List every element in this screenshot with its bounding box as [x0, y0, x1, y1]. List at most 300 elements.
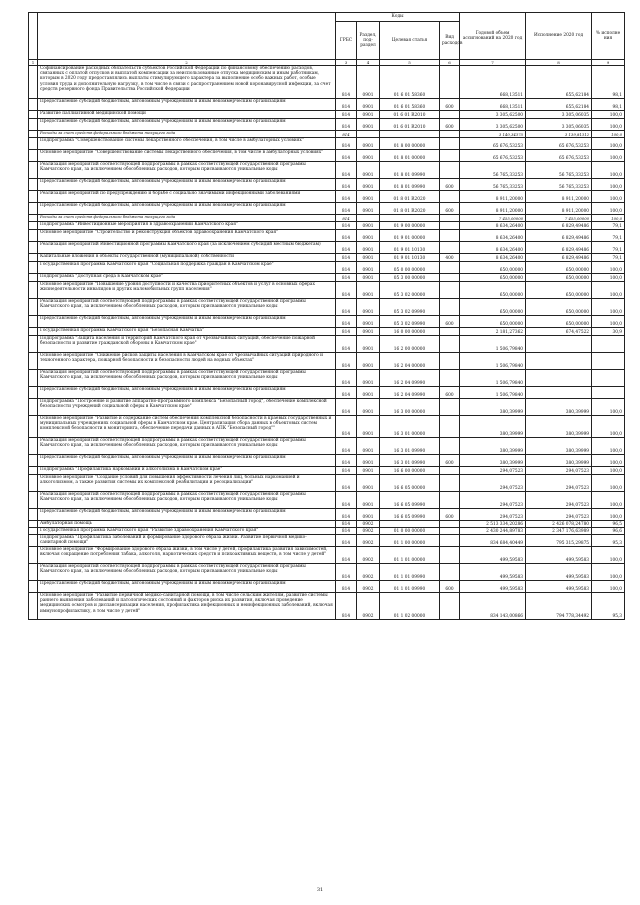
cell-name: Предоставление субсидий бюджетным, автономным учреждениям и иным некоммерческим организациям — [38, 316, 336, 328]
header-name-cell — [38, 13, 336, 60]
cell-g: 814 — [336, 150, 357, 162]
cell-name: Капитальные вложения в объекты государственной (муниципальной) собственности — [38, 254, 336, 262]
cell-t: 01 9 01 10130 — [380, 254, 440, 262]
cell-name: Государственная программа Камчатского края "Развитие здравоохранения Камчатского края" — [38, 528, 336, 535]
cell-n — [29, 203, 38, 215]
cell-g: 814 — [336, 282, 357, 299]
cell-p: 100,0 — [592, 299, 625, 316]
cell-n — [29, 328, 38, 336]
cell-s: 0901 — [357, 66, 380, 99]
page-number: 31 — [316, 887, 324, 893]
cell-n — [29, 336, 38, 353]
cell-g: 814 — [336, 535, 357, 547]
cell-g: 814 — [336, 316, 357, 328]
cell-e: 2 426 078,24780 — [526, 521, 592, 528]
cell-name: Реализация мероприятий соответствующей подпрограммы в рамках соответствующей государственной программы Камчатского края, за исключением обособленных расходов, которым присваиваются уникальные коды — [38, 370, 336, 387]
cell-s: 0901 — [357, 150, 380, 162]
cell-e: 56 765,33253 — [526, 179, 592, 191]
cell-n — [29, 262, 38, 274]
header-section: Раздел, под-раздел — [357, 22, 380, 60]
table-row — [29, 328, 625, 336]
table-row — [29, 150, 625, 162]
cell-a: 3 305,62500 — [460, 111, 526, 119]
cell-n — [29, 547, 38, 564]
cell-g: 814 — [336, 99, 357, 111]
table-row — [29, 399, 625, 416]
cell-a: 3 305,62500 — [460, 119, 526, 131]
cell-v — [440, 230, 460, 242]
cell-p: 100,0 — [592, 492, 625, 509]
cell-t: 01 1 00 00000 — [380, 535, 440, 547]
cell-v: 600 — [440, 119, 460, 131]
table-row — [29, 387, 625, 399]
cell-g: 814 — [336, 416, 357, 438]
cell-a: 8 634,26400 — [460, 222, 526, 230]
cell-name: Подпрограмма "Инвестиционные мероприятия в здравоохранении Камчатского края" — [38, 222, 336, 230]
cell-n — [29, 455, 38, 467]
cell-s: 0901 — [357, 111, 380, 119]
cell-e: 380,39999 — [526, 438, 592, 455]
cell-n — [29, 119, 38, 131]
cell-v — [440, 150, 460, 162]
cell-n — [29, 509, 38, 521]
cell-v: 600 — [440, 99, 460, 111]
cell-s: 0902 — [357, 564, 380, 581]
cell-p — [592, 370, 625, 387]
cell-n — [29, 111, 38, 119]
col-num: 7 — [460, 60, 526, 66]
cell-s: 0901 — [357, 138, 380, 150]
cell-v: 600 — [440, 203, 460, 215]
cell-v — [440, 138, 460, 150]
cell-t: 16 6 05 09990 — [380, 492, 440, 509]
col-num: 1 — [29, 60, 38, 66]
cell-t: 01 8 00 00000 — [380, 138, 440, 150]
header-annual: Годовой объем ассигнований на 2020 год — [460, 13, 526, 60]
table-row — [29, 528, 625, 535]
cell-n — [29, 535, 38, 547]
cell-n — [29, 387, 38, 399]
cell-g: 814 — [336, 162, 357, 179]
cell-v — [440, 521, 460, 528]
cell-t: 01 9 00 00000 — [380, 222, 440, 230]
table-row — [29, 111, 625, 119]
cell-t: 01 8 01 R2020 — [380, 191, 440, 203]
cell-v — [440, 262, 460, 274]
cell-a: 65 676,53253 — [460, 138, 526, 150]
cell-v — [440, 328, 460, 336]
cell-s: 0901 — [357, 179, 380, 191]
cell-p: 100,0 — [592, 191, 625, 203]
cell-t: 01 6 01 R2010 — [380, 111, 440, 119]
cell-v — [440, 274, 460, 282]
cell-v — [440, 535, 460, 547]
cell-n — [29, 475, 38, 492]
cell-s: 0901 — [357, 262, 380, 274]
cell-s: 0901 — [357, 191, 380, 203]
cell-a: 56 765,33253 — [460, 179, 526, 191]
cell-t: 16 2 04 09990 — [380, 370, 440, 387]
cell-g: 814 — [336, 593, 357, 620]
cell-p — [592, 336, 625, 353]
cell-e: 56 765,33253 — [526, 162, 592, 179]
cell-t: 16 3 01 09990 — [380, 438, 440, 455]
cell-e: 655,62184 — [526, 66, 592, 99]
cell-name: Реализация мероприятий соответствующей подпрограммы в рамках соответствующей государственной программы Камчатского края, за исключением обособленных расходов, которым присваиваются уникальные коды — [38, 438, 336, 455]
cell-t: 01 9 01 10130 — [380, 242, 440, 254]
cell-s: 0901 — [357, 328, 380, 336]
cell-name: Расходы за счет средств федерального бюджета текущего года — [38, 131, 336, 138]
cell-e: 650,00000 — [526, 282, 592, 299]
cell-name: Основное мероприятие "Развитие первичной медико-санитарной помощи, в том числе сельским жителям, развитие системы раннего выявления заболеваний и патологических состояний и факторов риска их развития, включая проведение медицинских осмотров и диспансеризации населения, профилактика инфекционных и неинфекционных заболеваний, включая иммунопрофилактику, в том числе у детей" — [38, 593, 336, 620]
cell-e: 650,00000 — [526, 274, 592, 282]
cell-g: 814 — [336, 438, 357, 455]
table-row — [29, 66, 625, 99]
cell-n — [29, 521, 38, 528]
cell-name: Основное мероприятие "Строительство и реконструкция объектов здравоохранения Камчатского края" — [38, 230, 336, 242]
cell-name: Предоставление субсидий бюджетным, автономным учреждениям и иным некоммерческим организациям — [38, 581, 336, 593]
cell-p: 100,0 — [592, 262, 625, 274]
cell-t: 01 8 01 00000 — [380, 150, 440, 162]
cell-name: Основное мероприятие "Повышение уровня доступности и качества приоритетных объектов и услуг в основных сферах жизнедеятельности инвалидов и других маломобильных групп населения" — [38, 282, 336, 299]
cell-v — [440, 111, 460, 119]
cell-t: 01 6 01 R2010 — [380, 119, 440, 131]
cell-t: 16 6 05 09990 — [380, 509, 440, 521]
cell-e: 294,07523 — [526, 467, 592, 475]
cell-n — [29, 230, 38, 242]
cell-s: 0902 — [357, 528, 380, 535]
cell-v — [440, 242, 460, 254]
cell-g: 814 — [336, 370, 357, 387]
table-row — [29, 230, 625, 242]
cell-v — [440, 399, 460, 416]
header-target: Целевая статья — [380, 22, 440, 60]
cell-a: 650,00000 — [460, 282, 526, 299]
cell-t: 01 6 01 58360 — [380, 99, 440, 111]
cell-p: 79,1 — [592, 222, 625, 230]
col-num: 8 — [526, 60, 592, 66]
cell-a: 834 684,40449 — [460, 535, 526, 547]
cell-p: 79,1 — [592, 254, 625, 262]
cell-g: 814 — [336, 215, 357, 222]
cell-n — [29, 492, 38, 509]
cell-n — [29, 370, 38, 387]
cell-n — [29, 191, 38, 203]
table-row — [29, 593, 625, 620]
cell-p: 100,0 — [592, 179, 625, 191]
cell-name: Подпрограмма "Доступная среда в Камчатском крае" — [38, 274, 336, 282]
cell-e: 380,39999 — [526, 399, 592, 416]
cell-v: 600 — [440, 581, 460, 593]
cell-e: 6 829,49486 — [526, 242, 592, 254]
cell-v — [440, 528, 460, 535]
cell-p: 79,1 — [592, 242, 625, 254]
cell-e: 3 139,81312 — [526, 131, 592, 138]
cell-s: 0901 — [357, 336, 380, 353]
cell-e: 294,07523 — [526, 492, 592, 509]
table-row — [29, 467, 625, 475]
cell-p: 100,0 — [592, 547, 625, 564]
cell-s: 0902 — [357, 593, 380, 620]
cell-n — [29, 528, 38, 535]
cell-p: 100,0 — [592, 475, 625, 492]
cell-t — [380, 131, 440, 138]
cell-s: 0901 — [357, 387, 380, 399]
cell-s: 0901 — [357, 416, 380, 438]
cell-e: 499,59583 — [526, 564, 592, 581]
cell-t: 05 3 02 00000 — [380, 282, 440, 299]
cell-n — [29, 593, 38, 620]
cell-s: 0901 — [357, 119, 380, 131]
cell-e: 65 676,53253 — [526, 150, 592, 162]
cell-e: 294,07523 — [526, 509, 592, 521]
cell-v — [440, 467, 460, 475]
cell-name: Подпрограмма "Профилактика заболеваний и формирование здорового образа жизни. Развитие первичной медико-санитарной помощи" — [38, 535, 336, 547]
cell-e: 650,00000 — [526, 262, 592, 274]
cell-e: 3 305,06035 — [526, 111, 592, 119]
cell-t: 01 1 01 09990 — [380, 564, 440, 581]
cell-p: 100,0 — [592, 111, 625, 119]
cell-name: Предоставление субсидий бюджетным, автономным учреждениям и иным некоммерческим организациям — [38, 203, 336, 215]
cell-t: 16 3 01 09990 — [380, 455, 440, 467]
cell-p: 96,5 — [592, 521, 625, 528]
cell-e: 499,59583 — [526, 581, 592, 593]
cell-g: 814 — [336, 509, 357, 521]
cell-s: 0901 — [357, 316, 380, 328]
table-row — [29, 492, 625, 509]
cell-g: 814 — [336, 328, 357, 336]
cell-s: 0901 — [357, 254, 380, 262]
table-row — [29, 316, 625, 328]
cell-p: 100,0 — [592, 416, 625, 438]
cell-a: 1 506,79840 — [460, 370, 526, 387]
cell-s: 0902 — [357, 521, 380, 528]
cell-g: 814 — [336, 581, 357, 593]
cell-s: 0901 — [357, 455, 380, 467]
cell-name: Развитие паллиативной медицинской помощи — [38, 111, 336, 119]
cell-a: 8 634,26400 — [460, 242, 526, 254]
cell-e: 650,00000 — [526, 316, 592, 328]
cell-p: 100,0 — [592, 564, 625, 581]
cell-v — [440, 299, 460, 316]
cell-v — [440, 353, 460, 370]
cell-name: Подпрограмма "Построение и развитие аппаратно-программного комплекса "Безопасный город", обеспечение комплексной безопасности учреждений социальной сферы в Камчатском крае" — [38, 399, 336, 416]
cell-name: Предоставление субсидий бюджетным, автономным учреждениям и иным некоммерческим организациям — [38, 179, 336, 191]
cell-name: Предоставление субсидий бюджетным, автономным учреждениям и иным некоммерческим организациям — [38, 119, 336, 131]
cell-t: 01 1 02 00000 — [380, 593, 440, 620]
cell-s: 0901 — [357, 492, 380, 509]
cell-e: 380,39999 — [526, 455, 592, 467]
cell-t: 01 1 01 00000 — [380, 547, 440, 564]
cell-p: 100,0 — [592, 131, 625, 138]
cell-n — [29, 299, 38, 316]
header-num-cell — [29, 13, 38, 60]
cell-t: 01 0 00 00000 — [380, 528, 440, 535]
cell-a: 650,00000 — [460, 299, 526, 316]
cell-e: 6 829,49486 — [526, 222, 592, 230]
cell-s: 0901 — [357, 222, 380, 230]
table-row — [29, 535, 625, 547]
cell-g: 814 — [336, 353, 357, 370]
table-row — [29, 438, 625, 455]
col-num: 5 — [380, 60, 440, 66]
cell-name: Предоставление субсидий бюджетным, автономным учреждениям и иным некоммерческим организациям — [38, 387, 336, 399]
cell-a: 650,00000 — [460, 274, 526, 282]
cell-n — [29, 274, 38, 282]
cell-a: 650,00000 — [460, 316, 526, 328]
cell-g: 814 — [336, 475, 357, 492]
cell-s: 0901 — [357, 399, 380, 416]
cell-g: 814 — [336, 564, 357, 581]
cell-a: 499,59583 — [460, 564, 526, 581]
table-row — [29, 521, 625, 528]
col-num: 2 — [38, 60, 336, 66]
cell-a: 2 513 334,20286 — [460, 521, 526, 528]
cell-v — [440, 547, 460, 564]
cell-t: 16 2 00 00000 — [380, 336, 440, 353]
cell-a: 7 455,00000 — [460, 215, 526, 222]
budget-table-sheet — [28, 12, 624, 620]
cell-v: 600 — [440, 179, 460, 191]
cell-t: 05 3 00 00000 — [380, 274, 440, 282]
cell-n — [29, 131, 38, 138]
cell-g: 814 — [336, 254, 357, 262]
cell-g: 814 — [336, 119, 357, 131]
cell-a: 499,59583 — [460, 547, 526, 564]
cell-g: 814 — [336, 274, 357, 282]
cell-g: 814 — [336, 203, 357, 215]
cell-v — [440, 438, 460, 455]
cell-v — [440, 336, 460, 353]
table-header — [29, 13, 625, 66]
header-codes: Коды — [336, 13, 460, 22]
table-row — [29, 475, 625, 492]
cell-name: Реализация мероприятий соответствующей подпрограммы в рамках соответствующей государственной программы Камчатского края, за исключением обособленных расходов, которым присваиваются уникальные коды — [38, 299, 336, 316]
table-row — [29, 215, 625, 222]
cell-s — [357, 215, 380, 222]
table-row — [29, 191, 625, 203]
cell-p: 100,0 — [592, 138, 625, 150]
cell-name: Предоставление субсидий бюджетным, автономным учреждениям и иным некоммерческим организациям — [38, 99, 336, 111]
cell-p: 100,0 — [592, 215, 625, 222]
cell-g: 814 — [336, 191, 357, 203]
header-exp-type: Вид расходов — [440, 22, 460, 60]
table-row — [29, 581, 625, 593]
table-row — [29, 162, 625, 179]
cell-name: Подпрограмма "Защита населения и территорий Камчатского края от чрезвычайных ситуаций, обеспечение пожарной безопасности и развитие гражданской обороны в Камчатском крае" — [38, 336, 336, 353]
cell-n — [29, 399, 38, 416]
cell-v — [440, 162, 460, 179]
cell-a: 1 506,79840 — [460, 387, 526, 399]
cell-s: 0901 — [357, 370, 380, 387]
cell-t: 16 2 04 00000 — [380, 353, 440, 370]
table-body — [29, 66, 625, 620]
col-num: 3 — [336, 60, 357, 66]
cell-a: 65 676,53253 — [460, 150, 526, 162]
cell-t: 05 3 02 09990 — [380, 316, 440, 328]
cell-n — [29, 353, 38, 370]
cell-t — [380, 215, 440, 222]
cell-n — [29, 66, 38, 99]
table-row — [29, 179, 625, 191]
cell-a: 8 911,20000 — [460, 203, 526, 215]
cell-name: Амбулаторная помощь — [38, 521, 336, 528]
cell-g: 814 — [336, 467, 357, 475]
cell-v — [440, 475, 460, 492]
cell-t: 01 8 01 09990 — [380, 179, 440, 191]
cell-a: 294,07523 — [460, 492, 526, 509]
cell-n — [29, 242, 38, 254]
cell-v: 600 — [440, 387, 460, 399]
cell-v — [440, 66, 460, 99]
cell-s: 0901 — [357, 230, 380, 242]
cell-a: 834 143,00866 — [460, 593, 526, 620]
cell-v: 400 — [440, 254, 460, 262]
table-row — [29, 299, 625, 316]
cell-n — [29, 467, 38, 475]
cell-s: 0901 — [357, 438, 380, 455]
cell-p: 100,0 — [592, 282, 625, 299]
cell-p: 100,0 — [592, 274, 625, 282]
cell-a: 1 506,79840 — [460, 336, 526, 353]
cell-p: 100,0 — [592, 509, 625, 521]
cell-e — [526, 336, 592, 353]
cell-a: 668,13511 — [460, 66, 526, 99]
cell-t: 16 6 00 00000 — [380, 467, 440, 475]
cell-a: 1 506,79840 — [460, 353, 526, 370]
cell-name: Реализация мероприятий соответствующей подпрограммы в рамках соответствующей государственной программы Камчатского края, за исключением обособленных расходов, которым присваиваются уникальные коды — [38, 564, 336, 581]
cell-n — [29, 179, 38, 191]
cell-g: 814 — [336, 336, 357, 353]
cell-e: 7 455,00000 — [526, 215, 592, 222]
cell-g: 814 — [336, 242, 357, 254]
table-row — [29, 509, 625, 521]
cell-s: 0902 — [357, 581, 380, 593]
table-row — [29, 119, 625, 131]
cell-t: 01 8 01 R2020 — [380, 203, 440, 215]
cell-n — [29, 150, 38, 162]
cell-t: 01 1 01 09990 — [380, 581, 440, 593]
cell-p — [592, 387, 625, 399]
cell-s: 0901 — [357, 353, 380, 370]
cell-g: 814 — [336, 299, 357, 316]
cell-s: 0901 — [357, 242, 380, 254]
cell-g: 814 — [336, 222, 357, 230]
cell-v — [440, 222, 460, 230]
cell-n — [29, 564, 38, 581]
cell-e — [526, 353, 592, 370]
cell-name: Софинансирование расходных обязательств субъектов Российской Федерации по финансовому обеспечению расходов, связанных с оплатой отпусков и выплатой компенсации за неиспользованные отпуска медицинским и иным работникам, которым в 2020 году предоставлялись выплаты стимулирующего характера за выполнение особо важных работ, особые условия труда и дополнительную нагрузку, в том числе в связи с распространением новой коронавирусной инфекции, за счет средств резервного фонда Правительства Российской Федерации — [38, 66, 336, 99]
cell-g: 814 — [336, 230, 357, 242]
cell-p: 98,1 — [592, 66, 625, 99]
cell-g: 814 — [336, 131, 357, 138]
cell-a: 650,00000 — [460, 262, 526, 274]
cell-s: 0901 — [357, 282, 380, 299]
cell-n — [29, 316, 38, 328]
cell-name: Реализация мероприятий Инвестиционной программы Камчатского края (за исключением субсидий местным бюджетам) — [38, 242, 336, 254]
cell-s: 0902 — [357, 547, 380, 564]
cell-s: 0901 — [357, 203, 380, 215]
cell-n — [29, 215, 38, 222]
cell-g: 814 — [336, 387, 357, 399]
cell-p: 100,0 — [592, 467, 625, 475]
cell-g: 814 — [336, 399, 357, 416]
cell-p: 100,0 — [592, 203, 625, 215]
cell-t: 01 9 01 00000 — [380, 230, 440, 242]
cell-n — [29, 438, 38, 455]
cell-a: 668,13511 — [460, 99, 526, 111]
cell-v — [440, 593, 460, 620]
